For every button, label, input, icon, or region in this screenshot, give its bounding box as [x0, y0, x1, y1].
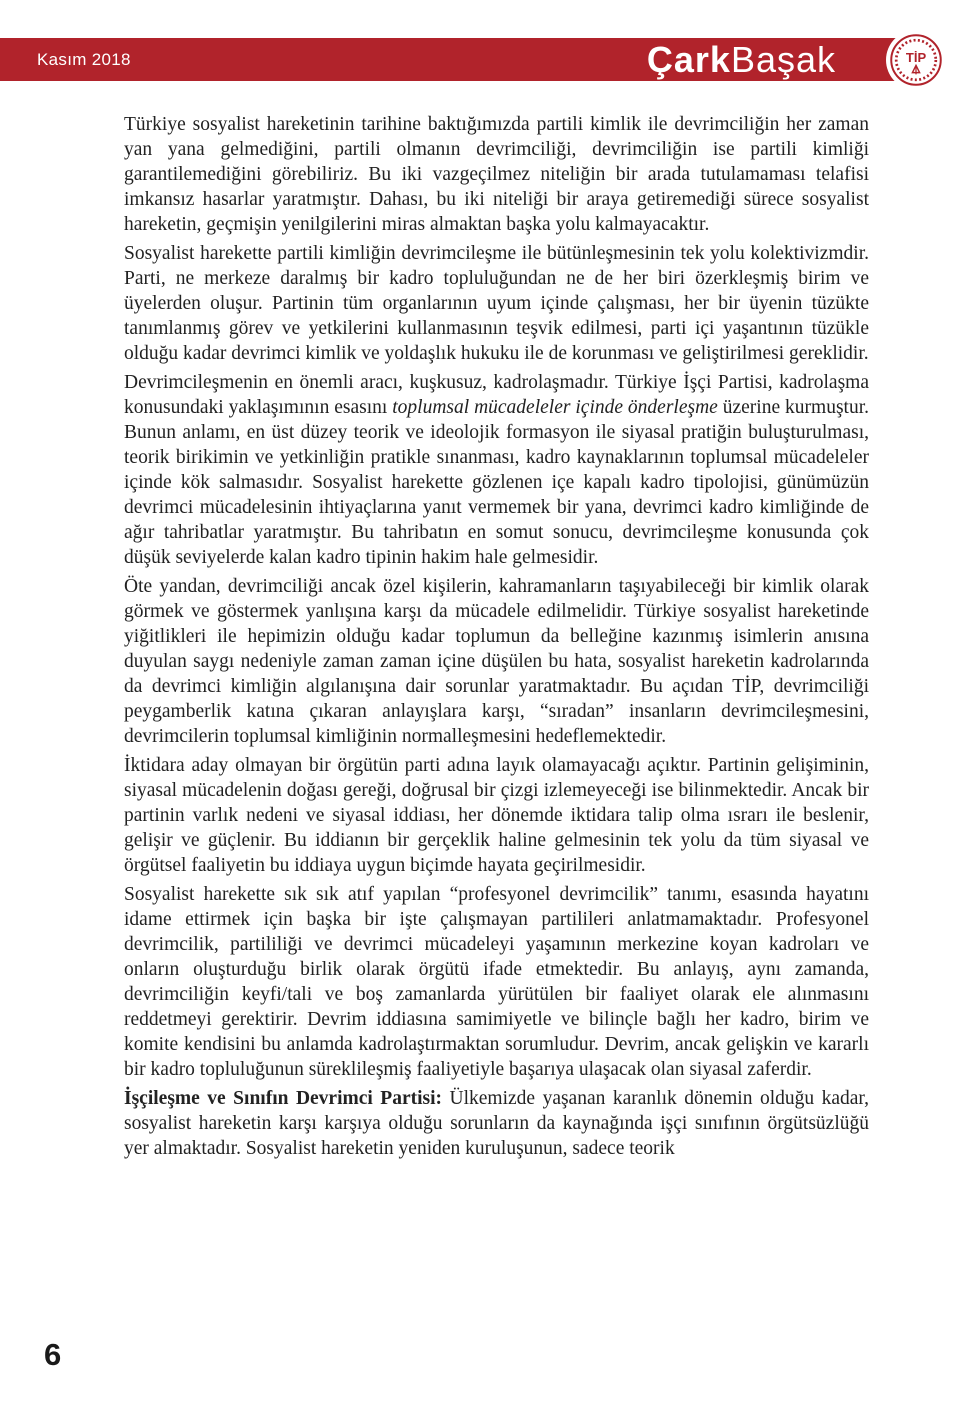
text-run: üzerine kurmuştur. Bunun anlamı, en üst düzey teorik ve ideolojik formasyon ile siyasal pratiğin buluşturulması, teorik birikimin ve yetkinliğin pratikle sınanması, kadro kaynaklarının toplumsal mücadeleler içinde kök salmasıdır. Sosyalist harekette gözlenen içe kapalı kadro tipolojisi, günümüzün devrimci mücadelesinin ihtiyaçlarına yanıt vermemek bir yana, devrimci kadro kimliğinde de ağır tahribatlar yaratmıştır. Bu tahribatın en somut sonucu, devrimcileşme konusunda çok düşük seviyelerde kalan kadro tipinin hakim hale gelmesidir.	[124, 397, 869, 568]
masthead-word-cark: Çark	[646, 38, 731, 80]
article-body	[124, 112, 869, 1165]
bold-run: İşçileşme ve Sınıfın Devrimci Partisi:	[124, 1088, 443, 1109]
text-run: Devrimcileşmenin en önemli aracı, kuşkusuz, kadrolaşmadır. Türkiye İşçi Partisi, kadrolaşma konusundaki yaklaşımının esasını	[124, 372, 869, 418]
paragraph	[124, 753, 869, 878]
paragraph	[124, 574, 869, 749]
page-number: 6	[44, 1337, 62, 1372]
text-run: İktidara aday olmayan bir örgütün parti adına layık olamayacağı açıktır. Partinin gelişiminin, siyasal mücadelenin doğası gereği, doğrusal bir çizgi izlemeyeceği ise bilinmektedir. Ancak bir partinin varlık nedeni ve siyasal iddiası, her dönemde iktidara talip olma ısrarı ile beslenir, gelişir ve güçlenir. Bu iddianın bir gerçeklik haline gelmesinin tek yolu da tüm siyasal ve örgütsel faaliyetin bu iddiaya uygun biçimde hayata geçirilmesidir.	[124, 755, 869, 876]
paragraph	[124, 1086, 869, 1161]
tip-party-logo-icon	[889, 33, 943, 87]
text-run: Ülkemizde yaşanan karanlık dönemin olduğu kadar, sosyalist hareketin karşı karşıya olduğu sorunların da kaynağında işçi sınıfının örgütsüzlüğü yer almaktadır. Sosyalist hareketin yeniden kuruluşunun, sadece teorik	[124, 1088, 869, 1159]
text-run: Sosyalist harekette partili kimliğin devrimcileşme ile bütünleşmesinin tek yolu kolektivizmdir. Parti, ne merkeze daralmış bir kadro topluluğundan ne de her biri özerkleşmiş birim ve üyelerden oluşur. Partinin tüm organlarının uyum içinde çalışması, her bir üyenin tüzükte tanımlanmış görev ve yetkilerini kullanmasının teşvik edilmesi, parti içi yaşantının tüzükle olduğu kadar devrimci kimlik ve yoldaşlık hukuku ile de korunması ve geliştirilmesi gereklidir.	[124, 243, 869, 364]
issue-date: Kasım 2018	[37, 49, 131, 69]
text-run: Türkiye sosyalist hareketinin tarihine baktığımızda partili kimlik ile devrimciliğin her zaman yan yana gelmediğini, partili olmanın devrimciliği, devrimciliğin ise partili kimliği garantilemediğini görebiliriz. Bu iki vazgeçilmez niteliğin bir arada tutulamaması telafisi imkansız hasarlar yaratmıştır. Dahası, bu iki niteliği bir araya getiremediği sürece sosyalist hareketin, geçmişin yenilgilerini miras almaktan başka yolu kalmayacaktır.	[124, 114, 869, 235]
logo-text: TİP	[905, 49, 927, 65]
masthead-word-basak: Başak	[730, 38, 836, 80]
paragraph	[124, 882, 869, 1082]
masthead-banner	[0, 38, 906, 81]
italic-run: toplumsal mücadeleler içinde önderleşme	[392, 397, 718, 418]
paragraph	[124, 112, 869, 237]
text-run: Öte yandan, devrimciliği ancak özel kişilerin, kahramanların taşıyabileceği bir kimlik olarak görmek ve göstermek yanlışına karşı da mücadele edilmelidir. Türkiye sosyalist hareketinde yiğitlikleri ile hepimizin olduğu kadar toplumun da belleğine kazınmış isimlerin anısına duyulan saygı nedeniyle zaman zaman içine düşülen bu hata, sosyalist hareketin kadrolarında da devrimci kimliğin algılanışına dair sorunlar yaratmaktadır. Bu açıdan TİP, devrimciliği peygamberlik katına çıkaran anlayışlara karşı, “sıradan” insanların devrimcileşmesini, devrimcilerin toplumsal kimliğinin normalleşmesini hedeflemektedir.	[124, 576, 869, 747]
text-run: Sosyalist harekette sık sık atıf yapılan “profesyonel devrimcilik” tanımı, esasında hayatını idame ettirmek için başka bir işte çalışmayan partilileri anlatmamaktadır. Profesyonel devrimcilik, partililiği ve devrimci mücadeleyi yaşamının merkezine koyan kadroları ve onların oluşturduğu birlik olarak örgütü ifade etmektedir. Bu anlayış, aynı zamanda, devrimciliğin keyfi/tali ve boş zamanlarda yürütülen bir faaliyet olarak ele alınmasını reddetmeyi gerektirir. Devrim iddiasına samimiyetle ve bilinçle bağlı her kadro, birim ve komite kendisini bu anlamda kadrolaştırmaktan sorumludur. Devrim, ancak gelişkin ve kararlı bir kadro topluluğunun süreklileşmiş faaliyetiyle başarıya ulaşacak olan siyasal zaferdir.	[124, 884, 869, 1080]
masthead-title	[646, 38, 836, 80]
paragraph	[124, 241, 869, 366]
paragraph	[124, 370, 869, 570]
